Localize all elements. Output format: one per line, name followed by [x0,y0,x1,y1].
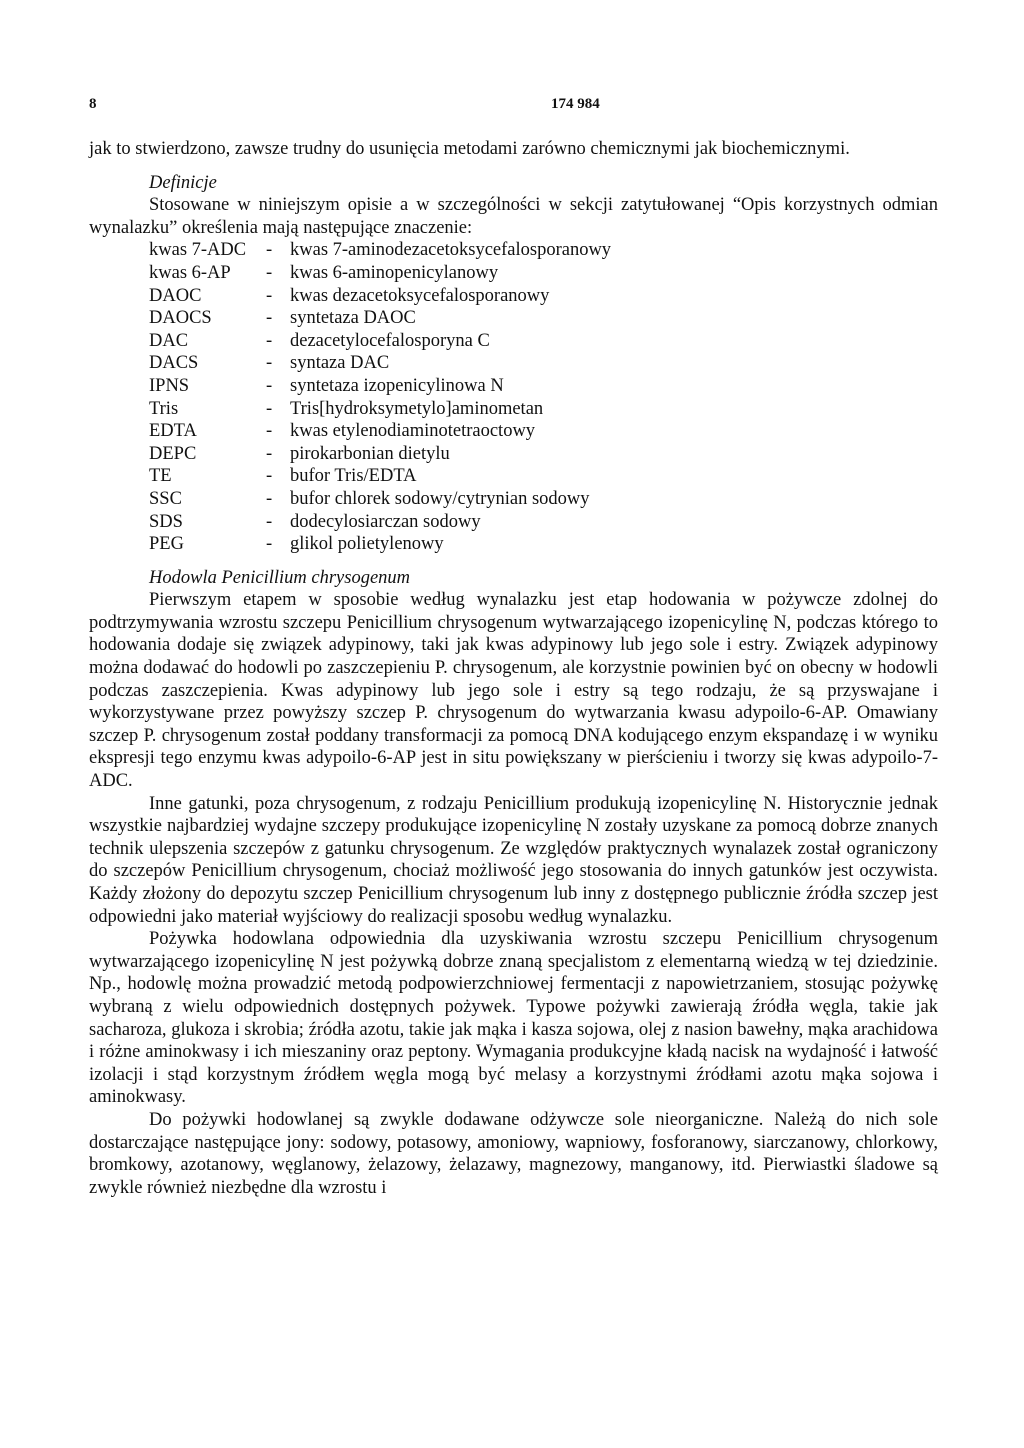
definition-meaning: syntetaza izopenicylinowa N [290,375,504,396]
definition-term: DAOC [149,285,202,306]
definition-meaning: Tris[hydroksymetylo]aminometan [290,398,544,419]
definition-term: DAOCS [149,308,212,329]
definition-separator: - [266,511,273,532]
definitions-intro: Stosowane w niniejszym opisie a w szczególności w sekcji zatytułowanej “Opis korzystnych odmian wynalazku” określenia mają następujące znaczenie: [89,195,938,238]
definition-meaning: kwas 6-aminopenicylanowy [290,262,499,283]
definition-meaning: bufor chlorek sodowy/cytrynian sodowy [290,488,590,509]
intro-paragraph: jak to stwierdzono, zawsze trudny do usunięcia metodami zarówno chemicznymi jak biochemicznymi. [89,139,850,159]
definition-row [149,307,938,330]
definition-separator: - [266,534,273,555]
definition-term: PEG [149,534,184,555]
definition-term: IPNS [149,375,190,396]
definition-row [149,285,938,308]
definition-row [149,443,938,466]
definition-separator: - [266,285,273,306]
definition-term: SDS [149,511,183,532]
document-body [89,138,938,1199]
definitions-heading: Definicje [149,172,217,193]
definition-separator: - [266,488,273,509]
culture-section-heading: Hodowla Penicillium chrysogenum [149,567,411,588]
definition-row [149,488,938,511]
culture-paragraph-3: Pożywka hodowlana odpowiednia dla uzyskiwania wzrostu szczepu Penicillium chrysogenum wytwarzającego izopenicylinę N jest pożywką dobrze znaną specjalistom z elementarną wiedzą w tej dziedzinie. Np., hodowlę można prowadzić metodą podpowierzchniowej fermentacji z napowietrzaniem, stosując pożywkę wybraną z wielu odpowiednich dostępnych pożywek. Typowe pożywki zawierają źródła węgla, takie jak sacharoza, glukoza i skrobia; źródła azotu, takie jak mąka i kasza sojowa, olej z nasion bawełny, mąka arachidowa i różne aminokwasy i ich mieszaniny oraz peptony. Wymagania produkcyjne kładą nacisk na wydajność i łatwość izolacji i stąd korzystnym źródłem węgla mogą być melasy a korzystnymi źródłami azotu mąka sojowa i aminokwasy. [89,929,938,1108]
definition-row [149,375,938,398]
definition-separator: - [266,330,273,351]
definition-meaning: pirokarbonian dietylu [290,443,450,464]
definition-meaning: bufor Tris/EDTA [290,466,417,487]
definition-term: TE [149,466,172,487]
culture-paragraph-4: Do pożywki hodowlanej są zwykle dodawane odżywcze sole nieorganiczne. Należą do nich sole dostarczające następujące jony: sodowy, potasowy, amoniowy, wapniowy, fosforanowy, siarczanowy, chlorkowy, bromkowy, azotanowy, węglanowy, żelazowy, żelazawy, magnezowy, manganowy, itd. Pierwiastki śladowe są zwykle również niezbędne dla wzrostu i [89,1109,938,1198]
definition-row [149,511,938,534]
definition-row [149,533,938,556]
definition-meaning: syntetaza DAOC [290,308,416,329]
definition-row [149,330,938,353]
definition-meaning: kwas etylenodiaminotetraoctowy [290,421,536,442]
definition-separator: - [266,240,273,261]
definition-meaning: kwas dezacetoksycefalosporanowy [290,285,550,306]
definition-meaning: syntaza DAC [290,353,390,374]
definition-term: SSC [149,488,182,509]
definition-separator: - [266,443,273,464]
definition-row [149,352,938,375]
definition-separator: - [266,421,273,442]
definition-term: DEPC [149,443,197,464]
definition-meaning: dezacetylocefalosporyna C [290,330,490,351]
definition-row [149,420,938,443]
culture-paragraph-1: Pierwszym etapem w sposobie według wynalazku jest etap hodowania w pożywcze zdolnej do podtrzymywania wzrostu szczepu Penicillium chrysogenum wytwarzającego izopenicylinę N, podczas którego to hodowania dodaje się związek adypinowy, taki jak kwas adypinowy lub jego sole i estry. Związek adypinowy można dodawać do hodowli po zaszczepieniu P. chrysogenum, ale korzystnie powinien być on obecny w hodowli podczas zaszczepienia. Kwas adypinowy lub jego sole i estry są tego rodzaju, że są przyswajane i wykorzystywane przez powyższy szczep P. chrysogenum do wytwarzania kwasu adypoilo-6-AP. Omawiany szczep P. chrysogenum został poddany transformacji za pomocą DNA kodującego enzym ekspandazę i w wyniku ekspresji tego enzymu kwas adypoilo-6-AP jest in situ powiększany w pierścieniu i tworzy się kwas adypoilo-7-ADC. [89,590,938,792]
definition-term: DACS [149,353,199,374]
definition-term: EDTA [149,421,197,442]
page-header [89,96,938,118]
definition-separator: - [266,398,273,419]
definition-meaning: glikol polietylenowy [290,534,444,555]
definition-separator: - [266,375,273,396]
definition-term: kwas 6-AP [149,262,231,283]
definitions-list [149,239,938,555]
definition-separator: - [266,466,273,487]
definition-row [149,239,938,262]
culture-paragraph-2: Inne gatunki, poza chrysogenum, z rodzaju Penicillium produkują izopenicylinę N. Historycznie jednak wszystkie najbardziej wydajne szczepy produkujące izopenicylinę N zostały uzyskane za pomocą dobrze znanych technik ulepszenia szczepów z gatunku chrysogenum. Ze względów praktycznych wynalazek został ograniczony do szczepów Penicillium chrysogenum, chociaż możliwość jego stosowania do innych gatunków jest oczywista. Każdy złożony do depozytu szczep Penicillium chrysogenum lub inny z dostępnego publicznie źródła szczep jest odpowiedni jako materiał wyjściowy do realizacji sposobu według wynalazku. [89,793,938,927]
definition-meaning: dodecylosiarczan sodowy [290,511,481,532]
definition-row [149,398,938,421]
definition-term: Tris [149,398,179,419]
definition-row [149,465,938,488]
definition-term: kwas 7-ADC [149,240,247,261]
definition-row [149,262,938,285]
definition-meaning: kwas 7-aminodezacetoksycefalosporanowy [290,240,612,261]
document-number: 174 984 [551,96,600,112]
definition-separator: - [266,308,273,329]
definition-separator: - [266,353,273,374]
definition-term: DAC [149,330,189,351]
definition-separator: - [266,262,273,283]
page-number: 8 [89,96,97,112]
